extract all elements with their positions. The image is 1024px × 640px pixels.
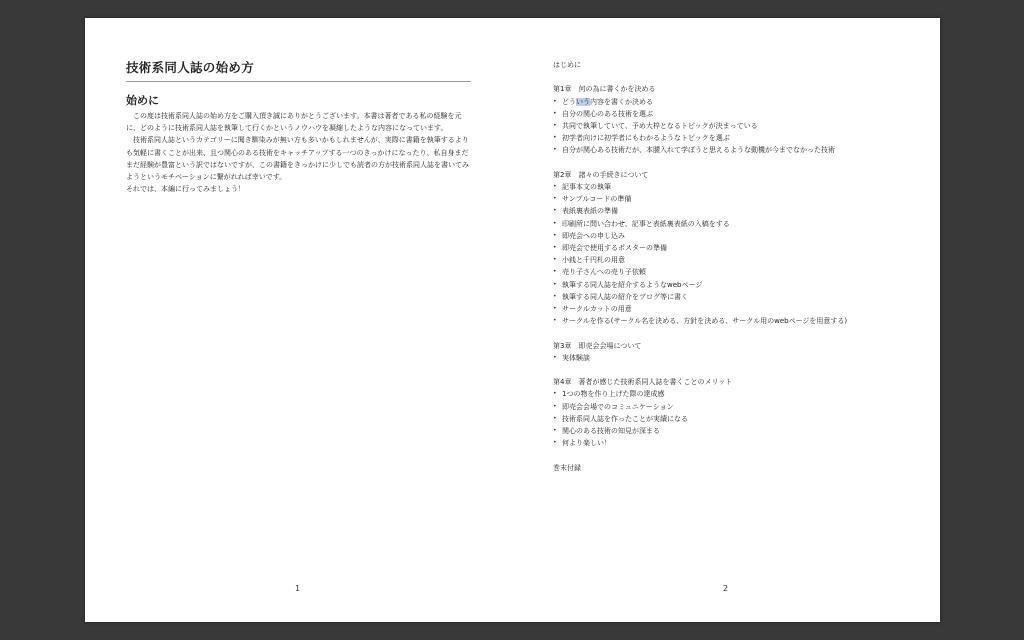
- document-title: 技術系同人誌の始め方: [126, 58, 471, 82]
- toc-chapter-2: [553, 169, 923, 328]
- toc-item: • 記事本文の執筆: [553, 181, 923, 193]
- toc-item: • 技術系同人誌を作ったことが実績になる: [553, 413, 923, 425]
- toc-item-suffix: 内容を書くか決める: [590, 97, 653, 106]
- toc-item: • サンプルコードの準備: [553, 193, 923, 205]
- toc-item-prefix: どう: [562, 97, 576, 106]
- toc-item: • 何より楽しい！: [553, 437, 923, 449]
- section-heading: 始めに: [126, 94, 159, 107]
- page-number: 2: [723, 584, 729, 593]
- toc-item: • 即売会会場でのコミュニケーション: [553, 401, 923, 413]
- toc-chapter-4: [553, 376, 923, 449]
- toc-item: • 小銭と千円札の用意: [553, 254, 923, 266]
- toc-item: • 共同で執筆していて、予め大枠となるトピックが決まっている: [553, 120, 923, 132]
- paragraph: この度は技術系同人誌の始め方をご購入頂き誠にありがとうございます。本書は著者である私の経験を元に、どのように技術系同人誌を執筆して行くかというノウハウを凝縮したような内容になっています。: [126, 112, 462, 133]
- toc-item: • サークルカットの用意: [553, 303, 923, 315]
- table-of-contents: [553, 59, 923, 474]
- selected-text: いう: [576, 97, 590, 106]
- toc-chapter-3: [553, 340, 923, 364]
- toc-item: • 自分の関心のある技術を選ぶ: [553, 108, 923, 120]
- toc-intro: はじめに: [553, 61, 581, 69]
- toc-item: • 印刷所に問い合わせ、記事と表紙裏表紙の入稿をする: [553, 218, 923, 230]
- chapter-title: 第3章 即売会会場について: [553, 341, 642, 350]
- chapter-title: 第2章 諸々の手続きについて: [553, 170, 649, 179]
- toc-item: • 執筆する同人誌を紹介するようなwebページ: [553, 279, 923, 291]
- paragraph: 技術系同人誌というカテゴリーに聞き馴染みが無い方も多いかもしれませんが、実際に書籍を執筆するよりも気軽に書くことが出来、且つ関心のある技術をキャッチアップする一つのきっかけになったり、私自身まだまだ経験が豊富という訳ではないですが、この書籍をきっかけに少しでも読者の方が技術系同人誌を書いてみようというモチベーションに繋がれれば幸いです。: [126, 136, 469, 182]
- body-text: [126, 110, 473, 195]
- paragraph: それでは、本編に行ってみましょう！: [126, 185, 245, 194]
- page-number: 1: [295, 584, 301, 593]
- document-spread: [85, 18, 940, 622]
- chapter-title: 第4章 著者が感じた技術系同人誌を書くことのメリット: [553, 378, 733, 387]
- toc-item: • サークルを作る(サークル名を決める、方針を決める、サークル用のwebページを用意する): [553, 315, 923, 327]
- toc-item: • 初学者向けに初学者にもわかるようなトピックを選ぶ: [553, 132, 923, 144]
- toc-chapter-1: [553, 83, 923, 156]
- toc-item: • 即売会で使用するポスターの準備: [553, 242, 923, 254]
- toc-item: • 自分が関心ある技術だが、本腰入れて学ぼうと思えるような動機が今までなかった技術: [553, 144, 923, 156]
- toc-item: • 売り子さんへの売り子依頼: [553, 266, 923, 278]
- toc-item: • 1つの物を作り上げた際の達成感: [553, 388, 923, 400]
- toc-item: • 関心のある技術の知見が深まる: [553, 425, 923, 437]
- toc-item: • 実体験談: [553, 352, 923, 364]
- toc-appendix: [553, 462, 923, 474]
- page-2: [513, 18, 940, 622]
- toc-item: • 表紙裏表紙の準備: [553, 205, 923, 217]
- page-1: [85, 18, 512, 622]
- toc-item: • 執筆する同人誌の紹介をブログ等に書く: [553, 291, 923, 303]
- toc-item: [553, 96, 923, 108]
- chapter-title: 第1章 何の為に書くかを決める: [553, 85, 656, 94]
- toc-item: • 即売会への申し込み: [553, 230, 923, 242]
- chapter-title: 巻末付録: [553, 463, 581, 472]
